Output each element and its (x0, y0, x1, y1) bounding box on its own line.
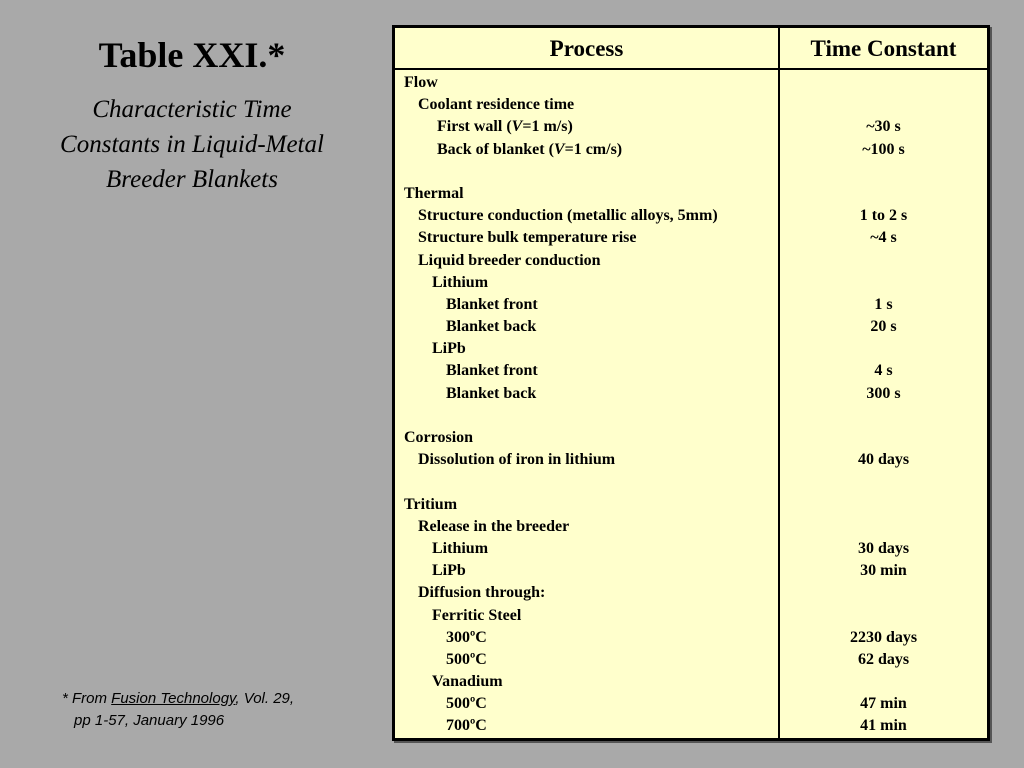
table-row (395, 161, 987, 183)
table-row (395, 116, 987, 138)
process-cell: Blanket front (446, 295, 538, 313)
footnote-suffix: , Vol. 29, (235, 690, 295, 707)
table-row (395, 139, 987, 161)
table-row (395, 94, 987, 116)
table-row (395, 649, 987, 671)
table-body (395, 72, 987, 738)
process-cell: Release in the breeder (418, 517, 570, 535)
table-row (395, 627, 987, 649)
table-row (395, 471, 987, 493)
process-cell: LiPb (432, 562, 466, 580)
process-cell: Corrosion (404, 429, 474, 446)
table-row (395, 316, 987, 338)
process-cell: Structure conduction (metallic alloys, 5mm) (418, 207, 718, 225)
process-cell: Tritium (404, 495, 458, 513)
process-cell: First wall (V=1 m/s) (437, 118, 573, 136)
process-cell: Thermal (404, 184, 464, 202)
table-row (395, 693, 987, 715)
process-cell: 700ºC (446, 717, 487, 735)
time-constant-cell: 40 days (857, 451, 910, 469)
process-cell: Blanket back (446, 384, 537, 402)
table-row (395, 338, 987, 360)
table-row (395, 227, 987, 249)
time-constant-cell: 47 min (860, 695, 907, 713)
time-constant-cell: 4 s (874, 362, 893, 380)
process-cell: Back of blanket (V=1 cm/s) (437, 140, 623, 158)
footnote (62, 688, 362, 732)
process-cell: Liquid breeder conduction (418, 251, 601, 269)
process-cell: Ferritic Steel (432, 606, 522, 624)
slide-subtitle: Characteristic Time Constants in Liquid-Metal Breeder Blankets (60, 96, 324, 193)
table-row (395, 671, 987, 693)
table-row (395, 72, 987, 94)
table-row (395, 360, 987, 382)
process-cell: 500ºC (446, 695, 487, 713)
time-constant-cell: 1 s (874, 295, 893, 313)
time-constant-cell: ~30 s (866, 118, 901, 136)
time-constant-cell: ~4 s (870, 229, 897, 247)
process-cell: Lithium (432, 273, 489, 291)
time-constant-cell: 41 min (860, 717, 907, 735)
footnote-source: Fusion Technology (111, 690, 236, 707)
slide-title: Table XXI.* (98, 35, 286, 75)
table-row (395, 183, 987, 205)
table-row (395, 494, 987, 516)
table-row (395, 560, 987, 582)
process-cell: Flow (404, 74, 438, 91)
process-cell: 500ºC (446, 650, 487, 668)
table-row (395, 272, 987, 294)
table-row (395, 205, 987, 227)
time-constant-cell: 20 s (870, 318, 897, 336)
footnote-prefix: * From (62, 690, 112, 707)
table-row (395, 383, 987, 405)
table-row (395, 294, 987, 316)
header-process: Process (549, 36, 624, 61)
table-row (395, 427, 987, 449)
process-cell: Blanket back (446, 318, 537, 336)
process-cell: Lithium (432, 539, 489, 557)
process-cell: Coolant residence time (418, 96, 575, 114)
time-constant-cell: 30 min (860, 562, 907, 580)
table-row (395, 405, 987, 427)
time-constant-cell: 62 days (857, 650, 910, 668)
process-cell: Vanadium (432, 673, 503, 691)
table-header (395, 28, 987, 70)
time-constant-cell: ~100 s (862, 140, 905, 158)
footnote-line2: pp 1-57, January 1996 (74, 712, 225, 729)
process-cell: Dissolution of iron in lithium (418, 451, 616, 469)
table-row (395, 715, 987, 737)
table-row (395, 582, 987, 604)
table-row (395, 516, 987, 538)
process-cell: Structure bulk temperature rise (418, 229, 637, 247)
time-constant-cell: 2230 days (849, 628, 918, 646)
table-row (395, 538, 987, 560)
time-constant-cell: 1 to 2 s (859, 207, 908, 225)
time-constant-cell: 300 s (866, 384, 901, 402)
header-time-constant: Time Constant (810, 36, 957, 61)
process-cell: LiPb (432, 340, 466, 358)
table-row (395, 449, 987, 471)
process-cell: 300ºC (446, 628, 487, 646)
table-row (395, 250, 987, 272)
process-cell: Blanket front (446, 362, 538, 380)
table-row (395, 605, 987, 627)
process-cell: Diffusion through: (418, 584, 546, 602)
time-constant-cell: 30 days (857, 539, 910, 557)
time-constants-table (392, 25, 990, 741)
